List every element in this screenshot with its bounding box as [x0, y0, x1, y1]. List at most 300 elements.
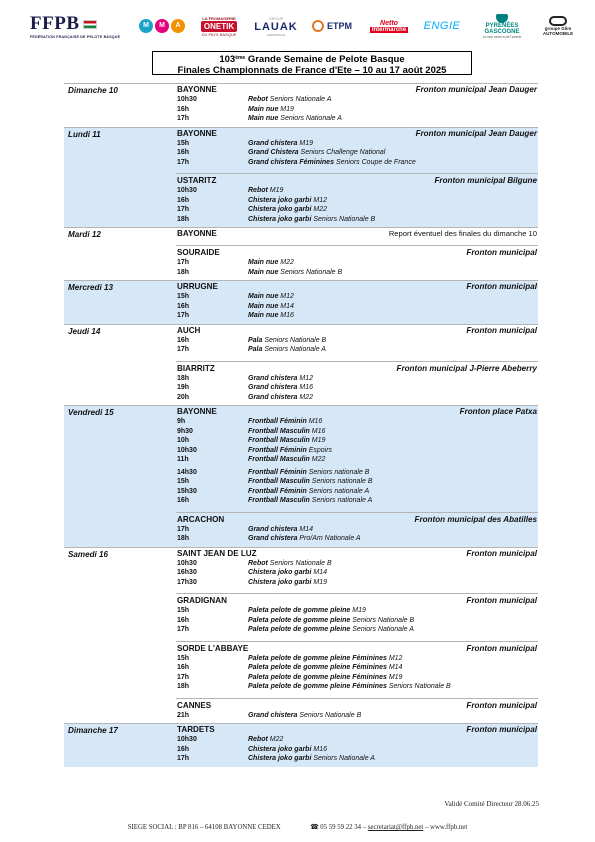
venue-city: SOURAIDE: [177, 248, 220, 257]
event-row: [176, 535, 538, 545]
event-row: [176, 617, 538, 627]
event-discipline: Chistera joko garbi: [248, 745, 312, 753]
venue-header: [176, 701, 538, 712]
footer: [0, 823, 595, 831]
event-category: Seniors Nationale B: [313, 215, 376, 223]
venue-block: [176, 406, 538, 507]
venue-fronton: Fronton municipal: [466, 548, 537, 558]
event-time: 10h30: [177, 446, 197, 454]
event-time: 17h: [177, 755, 190, 762]
event-row: [176, 526, 538, 536]
venue-fronton: Fronton municipal: [466, 325, 537, 335]
venue-block: [176, 361, 538, 404]
event-row: [176, 497, 538, 507]
venue-block: [176, 548, 538, 589]
event-category: M19: [269, 187, 284, 194]
venue-header: [176, 725, 538, 736]
venue-header: [176, 176, 538, 187]
venue-city: TARDETS: [177, 725, 215, 734]
event-discipline: Grand Chistera: [248, 149, 299, 156]
event-time: 10h30: [177, 736, 197, 743]
schedule: [64, 83, 538, 767]
venue-header: [176, 282, 538, 293]
glim-icon: [549, 16, 567, 26]
event-time: 16h: [177, 616, 190, 624]
event-time: 15h: [177, 478, 190, 485]
event-row: [176, 159, 538, 169]
event-discipline: Rebot: [248, 187, 268, 194]
day-block: [64, 723, 538, 767]
day-block: [64, 83, 538, 127]
event-time: 15h: [177, 139, 190, 147]
event-row: [176, 478, 538, 488]
event-time: 10h: [177, 437, 190, 444]
event-description: [248, 683, 451, 690]
event-category: M12: [299, 374, 313, 382]
event-category: Espoirs: [308, 446, 333, 454]
event-discipline: Rebot: [248, 559, 268, 567]
event-description: [248, 206, 327, 213]
event-category: M16: [311, 427, 326, 435]
event-category: M16: [308, 418, 323, 425]
event-description: [248, 617, 414, 624]
venue-block: [176, 698, 538, 722]
event-row: [176, 755, 538, 765]
event-description: [248, 418, 322, 425]
event-description: [248, 526, 313, 533]
event-row: [176, 664, 538, 674]
day-label: Jeudi 14: [68, 326, 101, 336]
phone-icon: ☎: [310, 824, 319, 831]
event-time: 16h30: [177, 569, 197, 576]
event-description: [248, 159, 416, 166]
event-description: [248, 712, 361, 719]
venue-block: [176, 281, 538, 322]
event-discipline: Rebot: [248, 736, 268, 743]
event-description: [248, 607, 366, 614]
venue-fronton: Fronton place Patxa: [459, 407, 537, 416]
event-time: 17h: [177, 115, 190, 122]
event-category: Seniors nationale A: [308, 487, 370, 495]
event-row: [176, 106, 538, 116]
event-discipline: Chistera joko garbi: [248, 569, 312, 576]
event-description: [248, 469, 369, 476]
venue-header: [176, 326, 538, 337]
event-discipline: Main nue: [248, 302, 279, 310]
day-label: Dimanche 17: [68, 726, 118, 735]
event-discipline: Main nue: [248, 259, 279, 266]
event-discipline: Pala: [248, 346, 263, 353]
event-discipline: Frontball Masculin: [248, 456, 310, 463]
event-category: Seniors Coupe de France: [335, 158, 416, 166]
sponsor-logos: [30, 8, 580, 44]
event-time: 18h: [177, 683, 190, 690]
event-category: Seniors nationale A: [311, 497, 373, 504]
event-discipline: Paleta pelote de gomme pleine Féminines: [248, 683, 387, 690]
venue-fronton: Fronton municipal des Abatilles: [414, 514, 537, 524]
event-category: M16: [313, 745, 327, 753]
event-category: Seniors Nationale A: [313, 755, 375, 762]
venue-block: [176, 325, 538, 356]
event-category: M14: [299, 525, 313, 533]
venue-header: [176, 549, 538, 560]
venue-block: [176, 245, 538, 278]
venue-fronton: Fronton municipal Bilgune: [434, 176, 537, 185]
event-discipline: Paleta pelote de gomme pleine Féminines: [248, 654, 387, 662]
venue-header: [176, 129, 538, 140]
event-discipline: Frontball Féminin: [248, 418, 307, 425]
venue-city: BAYONNE: [177, 85, 217, 94]
event-category: M14: [280, 302, 294, 310]
event-discipline: Frontball Féminin: [248, 446, 307, 454]
venue-header: [176, 644, 538, 655]
validation-note: Validé Comité Directeur 28.06.25: [444, 800, 539, 808]
event-discipline: Grand chistera: [248, 374, 298, 382]
event-description: [248, 664, 402, 671]
venue-city: BAYONNE: [177, 229, 217, 238]
event-time: 16h: [177, 336, 190, 344]
event-category: Seniors Nationale B: [299, 711, 362, 719]
event-row: [176, 655, 538, 665]
day-label: Vendredi 15: [68, 408, 114, 417]
event-description: [248, 569, 327, 576]
venue-header: [176, 85, 538, 96]
event-time: 11h: [177, 456, 189, 463]
event-description: [248, 96, 331, 103]
event-category: Pro/Am Nationale A: [299, 535, 361, 542]
event-time: 16h: [177, 196, 190, 204]
engie-logo: ENGIE: [423, 20, 461, 32]
event-row: [176, 346, 538, 356]
event-row: [176, 394, 538, 404]
venue-city: SAINT JEAN DE LUZ: [177, 548, 257, 558]
event-discipline: Frontball Féminin: [248, 468, 307, 476]
document-title: [152, 51, 472, 75]
venue-block: [176, 724, 538, 765]
event-discipline: Main nue: [248, 268, 279, 276]
event-time: 16h: [177, 745, 190, 753]
venue-fronton: Fronton municipal: [466, 643, 537, 653]
event-row: [176, 488, 538, 498]
event-time: 17h: [177, 259, 190, 266]
venue-header: [176, 596, 538, 607]
venue-city: BAYONNE: [177, 128, 217, 138]
glim-logo: groupe Glim AUTOMOBILE: [536, 8, 580, 44]
day-block: [64, 227, 538, 280]
venue-block: [176, 228, 538, 240]
event-row: [176, 626, 538, 636]
event-time: 17h: [177, 158, 190, 166]
event-description: [248, 437, 325, 444]
event-time: 16h: [177, 302, 190, 310]
venue-fronton: Fronton municipal Jean Dauger: [415, 85, 537, 94]
day-label: Dimanche 10: [68, 86, 118, 95]
event-row: [176, 187, 538, 197]
day-label: Lundi 11: [68, 129, 101, 139]
event-time: 16h: [177, 664, 190, 671]
event-row: [176, 428, 538, 438]
event-time: 15h: [177, 293, 190, 300]
event-discipline: Grand chistera: [248, 525, 298, 533]
venue-city: BAYONNE: [177, 407, 217, 416]
venue-city: USTARITZ: [177, 176, 217, 185]
venue-block: [176, 128, 538, 169]
event-discipline: Main nue: [248, 312, 279, 319]
footer-phone: 05 59 59 22 34 –: [320, 824, 367, 831]
event-time: 20h: [177, 393, 190, 401]
venue-block: [176, 84, 538, 125]
event-discipline: Frontball Féminin: [248, 487, 307, 495]
event-discipline: Rebot: [248, 96, 268, 103]
event-row: [176, 384, 538, 394]
event-time: 10h30: [177, 187, 197, 194]
day-block: [64, 405, 538, 547]
event-category: M14: [313, 569, 327, 576]
event-discipline: Paleta pelote de gomme pleine: [248, 607, 351, 614]
event-discipline: Paleta pelote de gomme pleine Féminines: [248, 673, 387, 681]
event-description: [248, 497, 372, 504]
venue-fronton: Fronton municipal: [466, 282, 537, 291]
event-description: [248, 337, 326, 344]
event-time: 10h30: [177, 96, 197, 103]
event-row: [176, 683, 538, 693]
event-description: [248, 535, 361, 542]
event-description: [248, 346, 326, 353]
event-category: M16: [280, 312, 294, 319]
event-category: M22: [269, 736, 284, 743]
day-label: Mardi 12: [68, 230, 101, 239]
netto-logo: Netto Intermarché: [371, 19, 407, 33]
event-category: Seniors Nationale B: [264, 336, 327, 344]
footer-address: SIEGE SOCIAL : BP 816 – 64108 BAYONNE CEDEX: [127, 824, 281, 831]
event-discipline: Pala: [248, 336, 263, 344]
event-discipline: Chistera joko garbi: [248, 215, 312, 223]
event-discipline: Grand chistera: [248, 393, 298, 401]
event-discipline: Chistera joko garbi: [248, 578, 312, 586]
venue-city: URRUGNE: [177, 282, 218, 291]
event-row: [176, 560, 538, 570]
event-category: M12: [280, 293, 294, 300]
venue-city: GRADIGNAN: [177, 596, 227, 605]
event-row: [176, 746, 538, 756]
event-time: 15h: [177, 654, 190, 662]
event-time: 18h: [177, 374, 190, 382]
venue-header: [176, 407, 538, 418]
event-time: 17h: [177, 626, 190, 633]
onetik-logo: LA FROMAGERIE ONETIK DU PAYS BASQUE: [201, 15, 237, 37]
event-discipline: Paleta pelote de gomme pleine: [248, 616, 351, 624]
title-line-2: Finales Championnats de France d'Ete – 10 au 17 août 2025: [177, 65, 447, 76]
event-row: [176, 197, 538, 207]
postponement-note: Report éventuel des finales du dimanche 10: [388, 229, 537, 238]
venue-header: [176, 229, 538, 240]
event-time: 9h30: [177, 427, 193, 435]
event-category: M19: [313, 578, 327, 586]
event-description: [248, 736, 283, 743]
event-description: [248, 447, 332, 454]
event-row: [176, 140, 538, 150]
event-description: [248, 187, 283, 194]
venue-fronton: Fronton municipal: [466, 700, 537, 710]
event-description: [248, 259, 294, 266]
event-time: 9h: [177, 418, 186, 425]
event-row: [176, 375, 538, 385]
event-time: 17h: [177, 673, 190, 681]
event-description: [248, 149, 385, 156]
event-row: [176, 216, 538, 226]
event-description: [248, 560, 332, 567]
event-description: [248, 106, 294, 113]
event-row: [176, 303, 538, 313]
event-row: [176, 437, 538, 447]
event-category: Seniors Nationale A: [352, 626, 414, 633]
event-category: M19: [280, 105, 294, 113]
venue-block: [176, 593, 538, 636]
event-category: Seniors Nationale B: [280, 268, 343, 276]
event-description: [248, 303, 294, 310]
event-row: [176, 96, 538, 106]
event-time: 17h: [177, 206, 190, 213]
etpm-icon: [312, 20, 324, 32]
venue-block: [176, 641, 538, 693]
event-category: M22: [313, 206, 327, 213]
venue-city: SORDE L'ABBAYE: [177, 643, 249, 653]
event-row: [176, 337, 538, 347]
event-row: [176, 447, 538, 457]
footer-website[interactable]: – www.ffpb.net: [423, 824, 468, 831]
event-discipline: Frontball Masculin: [248, 478, 310, 485]
venue-header: [176, 515, 538, 526]
venue-block: [176, 512, 538, 545]
day-block: [64, 127, 538, 228]
event-row: [176, 469, 538, 479]
event-description: [248, 478, 373, 485]
event-discipline: Grand chistera: [248, 384, 298, 391]
venue-fronton: Fronton municipal: [466, 248, 537, 257]
title-line-1: 103ème Grande Semaine de Pelote Basque: [219, 54, 405, 65]
credit-agricole-logo: PYRÉNÉES GASCOGNE Le bon sens a de l'avenir: [474, 8, 530, 44]
event-row: [176, 149, 538, 159]
event-time: 17h: [177, 346, 190, 353]
event-time: 10h30: [177, 559, 197, 567]
event-description: [248, 428, 325, 435]
event-description: [248, 579, 327, 586]
venue-city: ARCACHON: [177, 514, 225, 524]
venue-fronton: Fronton municipal: [466, 725, 537, 734]
event-row: [176, 736, 538, 746]
event-category: Seniors Nationale A: [280, 115, 342, 122]
event-row: [176, 569, 538, 579]
event-category: Seniors Nationale B: [269, 559, 332, 567]
event-time: 19h: [177, 384, 190, 391]
event-row: [176, 579, 538, 589]
event-description: [248, 626, 414, 633]
event-time: 15h30: [177, 487, 197, 495]
venue-city: CANNES: [177, 700, 212, 710]
venue-fronton: Fronton municipal J-Pierre Abeberry: [396, 363, 537, 373]
event-category: M14: [388, 664, 403, 671]
event-description: [248, 456, 325, 463]
event-description: [248, 216, 375, 223]
event-row: [176, 206, 538, 216]
event-description: [248, 488, 369, 495]
event-description: [248, 140, 313, 147]
event-category: M19: [299, 139, 313, 147]
event-time: 18h: [177, 535, 190, 542]
ffpb-logo: FFPB FÉDÉRATION FRANÇAISE DE PELOTE BASQUE: [30, 12, 121, 39]
event-row: [176, 418, 538, 428]
event-category: M22: [311, 456, 326, 463]
event-row: [176, 293, 538, 303]
mma-logo: M M A: [138, 8, 186, 44]
event-time: 14h30: [177, 468, 197, 476]
event-discipline: Grand chistera: [248, 711, 298, 719]
venue-header: [176, 364, 538, 375]
event-time: 17h: [177, 525, 190, 533]
event-description: [248, 115, 342, 122]
day-label: Mercredi 13: [68, 283, 113, 292]
event-time: 18h: [177, 215, 190, 223]
venue-block: [176, 173, 538, 225]
event-discipline: Chistera joko garbi: [248, 196, 312, 204]
event-time: 16h: [177, 497, 190, 504]
event-discipline: Frontball Masculin: [248, 497, 310, 504]
event-category: M19: [352, 607, 366, 614]
venue-fronton: Fronton municipal: [466, 596, 537, 605]
event-description: [248, 293, 294, 300]
event-category: M19: [311, 437, 326, 444]
event-description: [248, 384, 313, 391]
event-discipline: Grand chistera: [248, 139, 298, 147]
footer-email[interactable]: secretariat@ffpb.net: [367, 824, 424, 831]
event-description: [248, 755, 375, 762]
event-discipline: Grand chistera: [248, 535, 298, 542]
event-row: [176, 312, 538, 322]
credit-agricole-icon: [496, 14, 508, 23]
event-discipline: Chistera joko garbi: [248, 755, 312, 762]
event-description: [248, 312, 294, 319]
event-row: [176, 269, 538, 279]
event-time: 17h: [177, 312, 190, 319]
event-category: M16: [299, 384, 313, 391]
event-row: [176, 115, 538, 125]
event-discipline: Paleta pelote de gomme pleine Féminines: [248, 664, 387, 671]
event-discipline: Main nue: [248, 293, 279, 300]
event-category: Seniors Nationale B: [388, 683, 451, 690]
event-row: [176, 607, 538, 617]
event-category: Seniors nationale B: [308, 468, 370, 476]
event-category: M22: [299, 393, 313, 401]
event-discipline: Frontball Masculin: [248, 437, 310, 444]
event-description: [248, 746, 327, 753]
event-category: Seniors Challenge National: [300, 149, 386, 156]
event-description: [248, 674, 402, 681]
event-time: 16h: [177, 105, 190, 113]
event-description: [248, 375, 313, 382]
venue-city: BIARRITZ: [177, 363, 215, 373]
event-description: [248, 197, 327, 204]
event-category: Seniors nationale B: [311, 478, 373, 485]
event-category: M12: [313, 196, 327, 204]
event-description: [248, 394, 313, 401]
event-time: 15h: [177, 607, 190, 614]
day-block: [64, 280, 538, 324]
event-category: M19: [388, 673, 403, 681]
event-category: Seniors Nationale A: [269, 96, 332, 103]
event-time: 18h: [177, 268, 190, 276]
event-category: Seniors Nationale A: [264, 346, 326, 353]
event-category: M12: [388, 654, 403, 662]
